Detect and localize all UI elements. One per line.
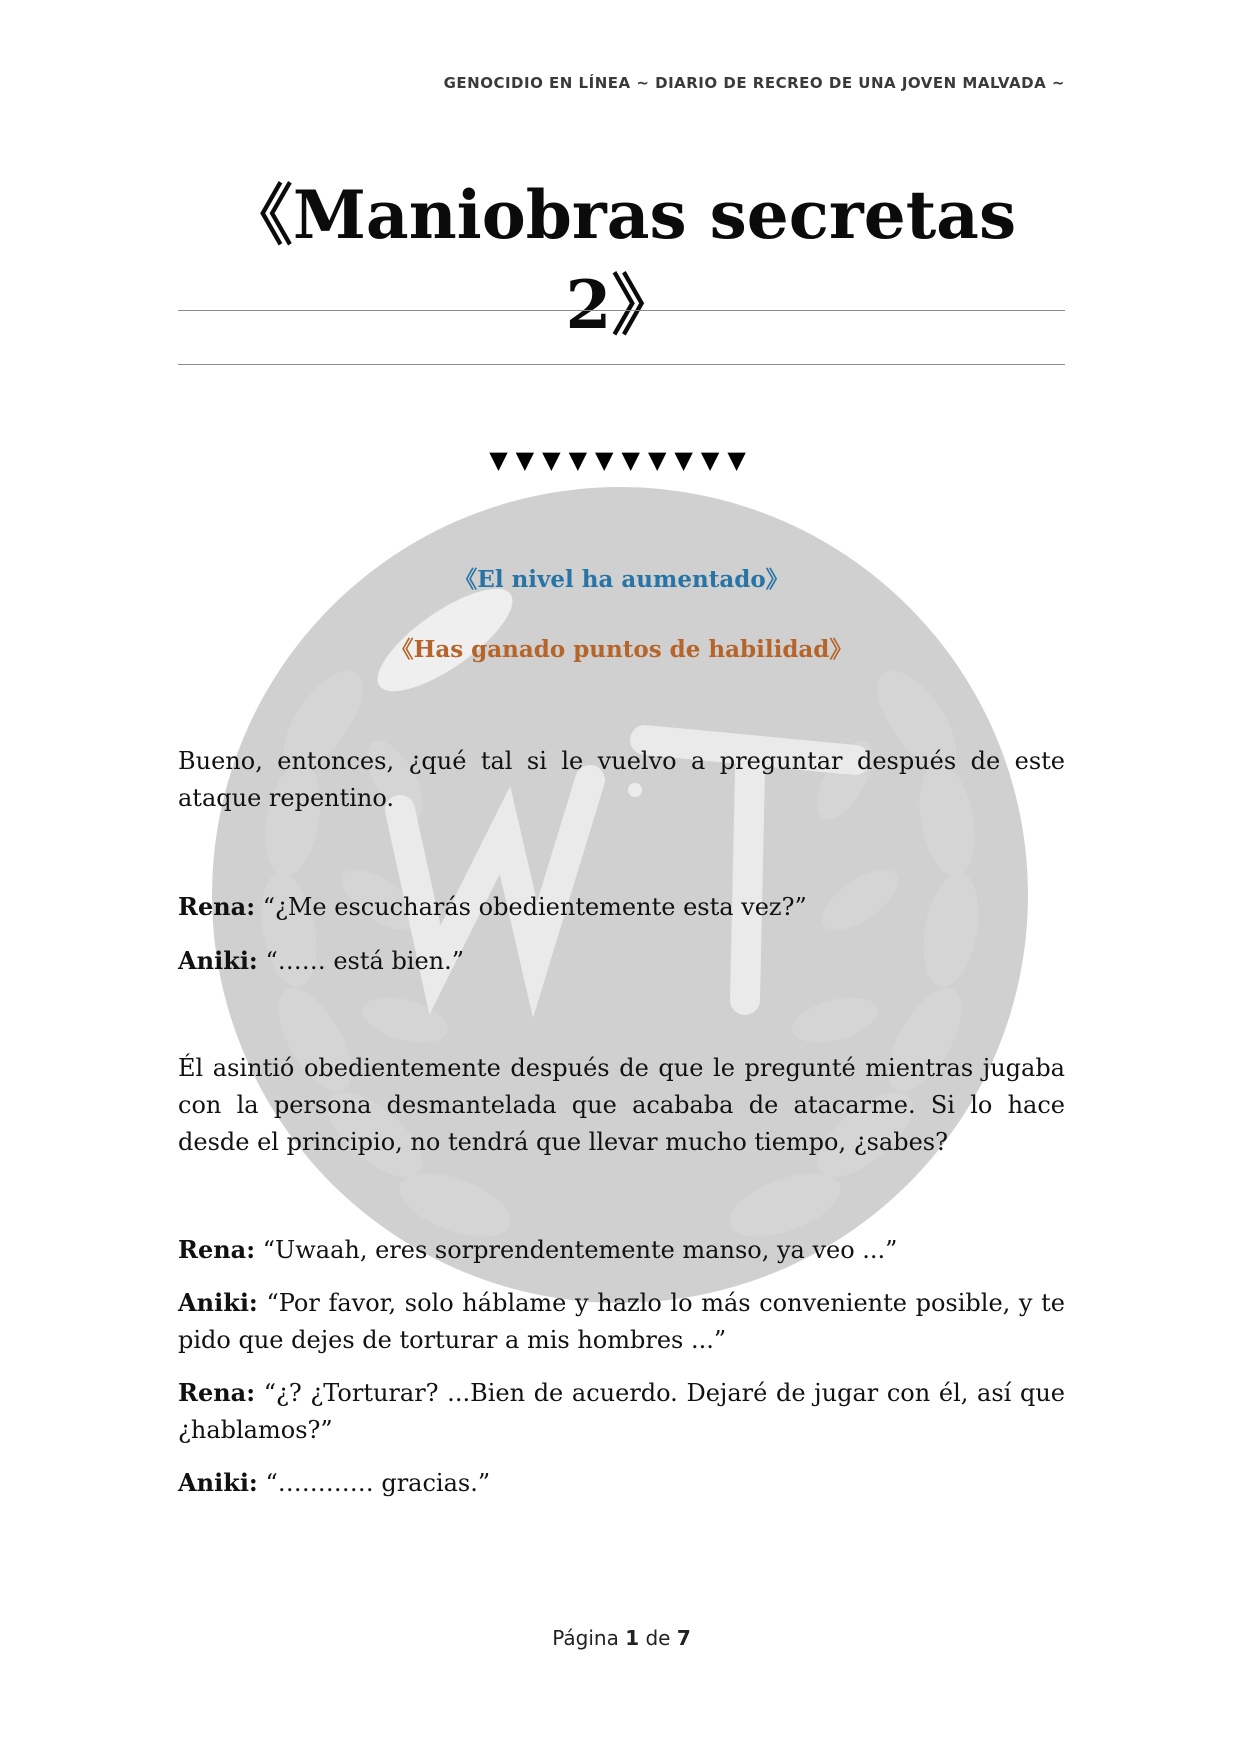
narration-paragraph [178, 743, 1065, 817]
page-footer [178, 1626, 1065, 1650]
speaker-name: Rena: [178, 1378, 256, 1407]
system-message-level-up: 《El nivel ha aumentado》 [454, 566, 789, 593]
page-total: 7 [676, 1626, 691, 1650]
dialogue-line [178, 1374, 1065, 1449]
dialogue-text: “¿? ¿Torturar? ...Bien de acuerdo. Dejaré de jugar con él, así que ¿hablamos?” [178, 1379, 1065, 1444]
dialogue-line [178, 1284, 1065, 1359]
dialogue-text: “¿Me escucharás obedientemente esta vez?” [262, 893, 807, 921]
speaker-name: Rena: [178, 1235, 256, 1264]
system-message-skill-points: 《Has ganado puntos de habilidad》 [390, 636, 853, 663]
dialogue-line [178, 1231, 1065, 1269]
title-divider-top [178, 310, 1065, 311]
dialogue-line [178, 888, 1065, 926]
title-divider-bottom [178, 364, 1065, 365]
dialogue-text: “………… gracias.” [265, 1469, 491, 1497]
speaker-name: Aniki: [178, 1288, 258, 1317]
paragraph-text: Bueno, entonces, ¿qué tal si le vuelvo a preguntar después de este ataque repentino. [178, 747, 1065, 812]
page-label: Página [552, 1626, 619, 1650]
chapter-title: 《Maniobras secretas 2》 [226, 176, 1017, 344]
dialogue-text: “…… está bien.” [265, 947, 465, 975]
speaker-name: Rena: [178, 892, 256, 921]
of-label: de [645, 1626, 671, 1650]
section-separator: ▼▼▼▼▼▼▼▼▼▼ [489, 446, 754, 474]
speaker-name: Aniki: [178, 1468, 258, 1497]
page-number: 1 [625, 1626, 640, 1650]
running-header: GENOCIDIO EN LÍNEA ~ DIARIO DE RECREO DE UNA JOVEN MALVADA ~ [443, 74, 1065, 92]
dialogue-text: “Por favor, solo háblame y hazlo lo más conveniente posible, y te pido que dejes de torturar a mis hombres ...” [178, 1289, 1065, 1354]
speaker-name: Aniki: [178, 946, 258, 975]
narration-paragraph [178, 1050, 1065, 1161]
paragraph-text: Él asintió obedientemente después de que le pregunté mientras jugaba con la persona desmantelada que acababa de atacarme. Si lo hace desde el principio, no tendrá que llevar mucho tiempo, ¿sabes? [178, 1054, 1065, 1156]
dialogue-line [178, 1464, 1065, 1502]
dialogue-text: “Uwaah, eres sorprendentemente manso, ya veo ...” [262, 1236, 898, 1264]
dialogue-line [178, 942, 1065, 980]
